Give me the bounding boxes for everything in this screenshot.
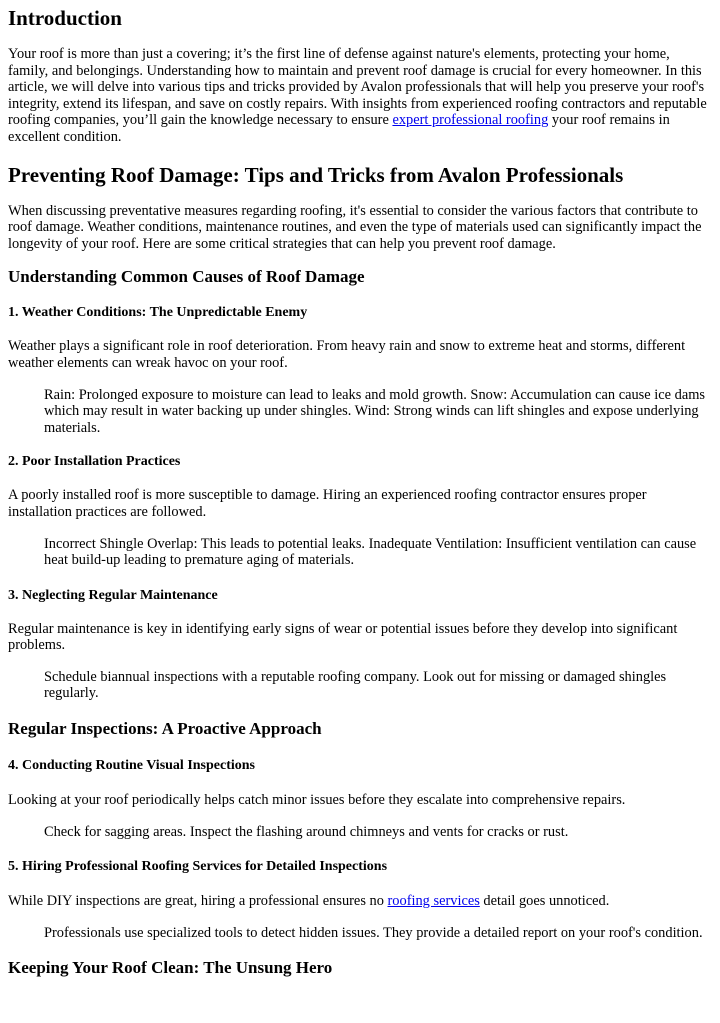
weather-paragraph: Weather plays a significant role in roof deterioration. From heavy rain and snow to extreme heat and storms, different weather elements can wreak havoc on your roof. (8, 338, 686, 371)
installation-paragraph: A poorly installed roof is more susceptible to damage. Hiring an experienced roofing contractor ensures proper installation practices are followed. (8, 487, 647, 520)
intro-heading: Introduction (8, 6, 122, 30)
professional-inspections-paragraph: While DIY inspections are great, hiring a professional ensures no roofing services detail goes unnoticed. (8, 893, 610, 910)
clean-heading: Keeping Your Roof Clean: The Unsung Hero (8, 958, 333, 978)
visual-inspections-list: Check for sagging areas. Inspect the flashing around chimneys and vents for cracks or rust. (44, 823, 569, 840)
intro-paragraph: Your roof is more than just a covering; it’s the first line of defense against nature's elements, protecting your home, family, and belongings. Understanding how to maintain and prevent roof damage is crucial for every homeowner. In this article, we will delve into various tips and tricks provided by Avalon professionals that will help you preserve your roof's integrity, extend its lifespan, and save on costly repairs. With insights from experienced roofing contractors and reputable roofing companies, you’ll gain the knowledge necessary to ensure expert professional roofing your roof remains in excellent condition. (8, 46, 707, 145)
inspections-heading: Regular Inspections: A Proactive Approach (8, 719, 322, 739)
installation-heading: 2. Poor Installation Practices (8, 454, 181, 470)
visual-inspections-heading: 4. Conducting Routine Visual Inspections (8, 758, 256, 774)
maintenance-list: Schedule biannual inspections with a reputable roofing company. Look out for missing or damaged shingles regularly. (44, 668, 667, 702)
article (0, 6, 720, 978)
weather-list: Rain: Prolonged exposure to moisture can lead to leaks and mold growth. Snow: Accumulation can cause ice dams which may result in water backing up under shingles. Wind: Strong winds can lift shingles and expose underlying materials. (44, 386, 706, 436)
expert-professional-roofing-link[interactable]: expert professional roofing (392, 112, 549, 129)
roofing-services-link[interactable]: roofing services (387, 893, 480, 910)
visual-inspections-paragraph: Looking at your roof periodically helps catch minor issues before they escalate into comprehensive repairs. (8, 792, 626, 809)
professional-inspections-list: Professionals use specialized tools to detect hidden issues. They provide a detailed report on your roof's condition. (44, 924, 703, 941)
maintenance-paragraph: Regular maintenance is key in identifying early signs of wear or potential issues before they develop into significant problems. (8, 620, 678, 654)
main-paragraph: When discussing preventative measures regarding roofing, it's essential to consider the various factors that contribute to roof damage. Weather conditions, maintenance routines, and even the type of materials used can significantly impact the longevity of your roof. Here are some critical strategies that can help you prevent roof damage. (8, 202, 702, 252)
professional-inspections-heading: 5. Hiring Professional Roofing Services for Detailed Inspections (8, 859, 388, 875)
weather-heading: 1. Weather Conditions: The Unpredictable Enemy (8, 305, 308, 321)
installation-list: Incorrect Shingle Overlap: This leads to potential leaks. Inadequate Ventilation: Insufficient ventilation can cause heat build-up leading to premature aging of materials. (44, 535, 697, 569)
main-heading: Preventing Roof Damage: Tips and Tricks from Avalon Professionals (8, 162, 624, 187)
maintenance-heading: 3. Neglecting Regular Maintenance (8, 587, 218, 603)
causes-heading: Understanding Common Causes of Roof Damage (8, 267, 365, 287)
